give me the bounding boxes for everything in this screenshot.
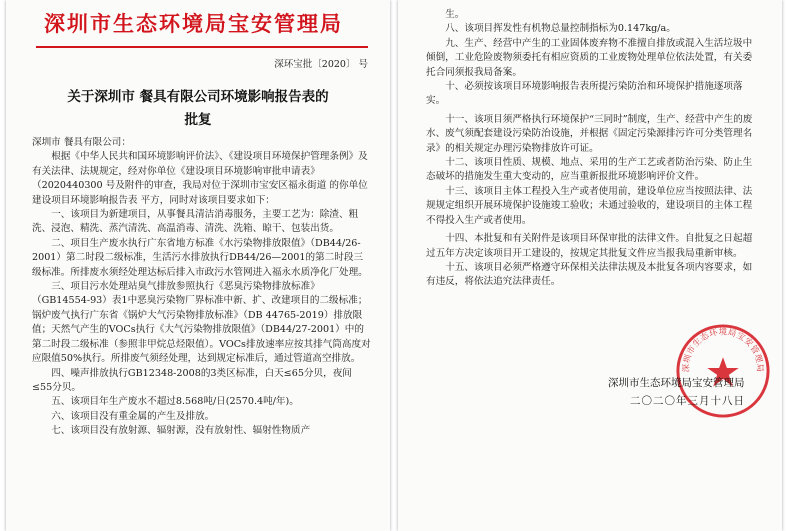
paragraph: 生。	[445, 9, 465, 20]
paragraph: 一、该项目为新建项目，从事餐具清洁消毒服务，主要工艺为：除渣、粗洗、浸泡、精洗、蒸汽清洗、高温消毒、清洗、洗箱、晾干、包装出货。	[32, 209, 359, 235]
document-number: 深环宝批〔2020〕 号	[274, 59, 368, 70]
document-page-left	[6, 0, 390, 531]
paragraph: 五、该项目年生产废水不超过8.568吨/日(2570.4吨/年)。	[51, 396, 299, 408]
paragraph: 十二、该项目性质、规模、地点、采用的生产工艺或者防治污染、防止生态破坏的措施发生重大变动的，应当重新报批环境影响评价文件。	[426, 157, 753, 183]
paragraph: 七、该项目没有放射源、辐射源，没有放射性、辐射性物质产	[51, 425, 311, 437]
document-title	[16, 86, 380, 132]
document-body-right	[426, 8, 760, 290]
paragraph: 根据《中华人民共和国环境影响评价法》、《建设项目环境保护管理条例》及有关法律、法规规定，经对你单位《建设项目环境影响审批申请表》（2020440300 号及附件的审查，我局对位于深圳市宝安区福永街道 的你单位建设项目环境影响报告表 平方，同时对该项目要求如下：	[32, 151, 368, 206]
seal-text: 深圳市生态环境局宝安管理局	[680, 326, 766, 373]
signing-date: 二〇二〇年三月十八日	[630, 395, 745, 407]
masthead-red-rule	[36, 46, 368, 48]
salutation: 深圳市 餐具有限公司：	[32, 137, 131, 148]
document-page-right	[398, 0, 782, 531]
paragraph: 十五、该项目必须严格遵守环保相关法律法规及本批复各项内容要求，如有违反，将依法追究法律责任。	[426, 261, 753, 288]
paragraph: 九、生产、经营中产生的工业固体废弃物不准擅自排放或混入生活垃圾中倾倒，工业危险废物须委托有相应资质的工业废物处理单位依法处置，有关委托合同须报我局备案。	[426, 37, 753, 78]
paragraph: 十四、本批复和有关附件是该项目环保审批的法律文件。自批复之日起超过五年方决定该项目开工建设的，按规定其批复文件应当报我局重新审核。	[426, 233, 753, 259]
paragraph: 二、项目生产废水执行广东省地方标准《水污染物排放限值》（DB44/26-2001）第二时段二级标准，生活污水排放执行DB44/26—2001的第二时段三级标准。所排废水须经处理达标后排入市政污水管网进入福永水质净化厂处理。	[32, 237, 368, 278]
title-line-2: 批复	[184, 112, 212, 128]
paragraph: 四、噪声排放执行GB12348-2008的3类区标准，白天≤65分贝，夜间≤55分贝。	[32, 367, 352, 393]
red-masthead: 深圳市生态环境局宝安管理局	[44, 12, 343, 36]
title-line-1: 关于深圳市 餐具有限公司环境影响报告表的	[67, 89, 329, 105]
paragraph: 十一、该项目须严格执行环境保护“三同时”制度，生产、经营中产生的废水、废气须配套建设污染防治设施，并根据《固定污染源排污许可分类管理名录》的相关规定办理污染物排放许可证。	[426, 113, 753, 154]
document-body-left	[32, 136, 372, 439]
paragraph: 十三、该项目主体工程投入生产或者使用前，建设单位应当按照法律、法规规定组织开展环境保护设施竣工验收；未通过验收的，建设项目的主体工程不得投入生产或者使用。	[426, 185, 753, 226]
paragraph: 十、必须按该项目环境影响报告表所提污染防治和环境保护措施逐项落实。	[426, 81, 743, 107]
paragraph: 六、该项目没有重金属的产生及排放。	[51, 410, 215, 422]
paragraph: 三、项目污水处理站臭气排放参照执行《恶臭污染物排放标准》（GB14554-93）表1中恶臭污染物厂界标准中新、扩、改建项目的二级标准；锅炉废气执行广东省《锅炉大气污染物排放标准》（DB 44765-2019）排放限值；天然气产生的VOCs执行《大气污染物排放限值》（DB44/27-2001）中的第二时段二级标准（参照非甲烷总烃限值）。VOCs排放速率应按其排气筒高度对应限值50%执行。所排废气须经处理，达到规定标准后，通过管道高空排放。	[32, 281, 371, 365]
paragraph: 八、该项目挥发性有机物总量控制指标为0.147kg/a。	[445, 23, 676, 35]
signer-organization: 深圳市生态环境局宝安管理局	[608, 377, 745, 389]
